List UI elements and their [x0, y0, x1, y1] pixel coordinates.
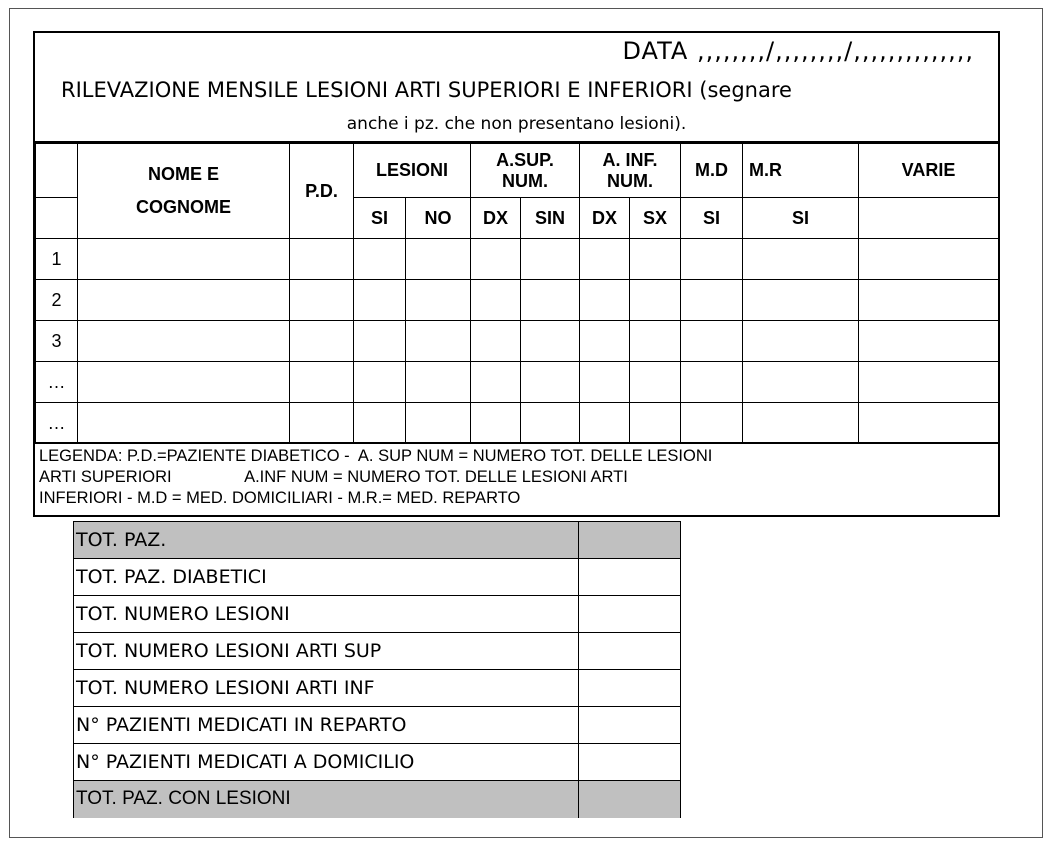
asup-dx-cell[interactable]	[471, 362, 521, 403]
asup-sin-cell[interactable]	[521, 321, 580, 362]
lesioni-si-cell[interactable]	[354, 239, 406, 280]
lesioni-no-header: NO	[406, 198, 471, 239]
varie-cell[interactable]	[859, 280, 999, 321]
md-si-header: SI	[681, 198, 743, 239]
totals-row	[74, 744, 681, 781]
totals-row	[74, 781, 681, 818]
lesioni-si-cell[interactable]	[354, 321, 406, 362]
form-title: RILEVAZIONE MENSILE LESIONI ARTI SUPERIORI E INFERIORI (segnare	[61, 78, 792, 102]
row-number-header	[36, 144, 78, 198]
totals-value[interactable]	[579, 670, 681, 707]
asup-dx-cell[interactable]	[471, 280, 521, 321]
table-row	[36, 321, 999, 362]
asup-sin-cell[interactable]	[521, 280, 580, 321]
row-number: 2	[36, 280, 78, 321]
totals-value[interactable]	[579, 522, 681, 559]
row-number: …	[36, 362, 78, 403]
lesioni-column-header: LESIONI	[354, 144, 471, 198]
legend	[35, 442, 998, 517]
lesioni-si-cell[interactable]	[354, 403, 406, 444]
row-number: …	[36, 403, 78, 444]
table-row	[36, 239, 999, 280]
table-row	[36, 362, 999, 403]
lesion-table	[35, 143, 999, 444]
md-cell[interactable]	[681, 321, 743, 362]
asup-sin-cell[interactable]	[521, 362, 580, 403]
name-cell[interactable]	[78, 403, 290, 444]
mr-si-header: SI	[743, 198, 859, 239]
pd-cell[interactable]	[290, 362, 354, 403]
totals-value[interactable]	[579, 633, 681, 670]
row-number: 3	[36, 321, 78, 362]
name-cell[interactable]	[78, 239, 290, 280]
mr-cell[interactable]	[743, 321, 859, 362]
varie-column-header: VARIE	[859, 144, 999, 198]
totals-row	[74, 633, 681, 670]
asup-sin-cell[interactable]	[521, 403, 580, 444]
ainf-column-header: A. INF. NUM.	[580, 144, 681, 198]
totals-label: TOT. NUMERO LESIONI	[74, 596, 579, 633]
lesioni-no-cell[interactable]	[406, 362, 471, 403]
totals-row	[74, 670, 681, 707]
name-header-line-2: COGNOME	[135, 197, 231, 217]
table-row	[36, 280, 999, 321]
totals-label: N° PAZIENTI MEDICATI A DOMICILIO	[74, 744, 579, 781]
varie-cell[interactable]	[859, 403, 999, 444]
form-subtitle: anche i pz. che non presentano lesioni).	[346, 114, 687, 134]
totals-label: TOT. PAZ. DIABETICI	[74, 559, 579, 596]
row-number-subheader	[36, 198, 78, 239]
varie-cell[interactable]	[859, 239, 999, 280]
name-cell[interactable]	[78, 362, 290, 403]
lesioni-no-cell[interactable]	[406, 403, 471, 444]
form-header	[35, 33, 998, 143]
pd-cell[interactable]	[290, 239, 354, 280]
totals-label: N° PAZIENTI MEDICATI IN REPARTO	[74, 707, 579, 744]
legend-line-1: LEGENDA: P.D.=PAZIENTE DIABETICO - A. SUP NUM = NUMERO TOT. DELLE LESIONI	[39, 447, 713, 465]
mr-column-header: M.R	[743, 144, 859, 198]
totals-row	[74, 522, 681, 559]
md-cell[interactable]	[681, 403, 743, 444]
ainf-dx-cell[interactable]	[580, 362, 630, 403]
legend-line-3: INFERIORI - M.D = MED. DOMICILIARI - M.R.= MED. REPARTO	[39, 489, 521, 507]
pd-cell[interactable]	[290, 403, 354, 444]
totals-row	[74, 707, 681, 744]
md-cell[interactable]	[681, 362, 743, 403]
table-row	[36, 403, 999, 444]
md-column-header: M.D	[681, 144, 743, 198]
ainf-sx-cell[interactable]	[630, 362, 681, 403]
lesioni-no-cell[interactable]	[406, 239, 471, 280]
pd-cell[interactable]	[290, 280, 354, 321]
totals-row	[74, 596, 681, 633]
lesioni-no-cell[interactable]	[406, 280, 471, 321]
row-number: 1	[36, 239, 78, 280]
ainf-dx-cell[interactable]	[580, 321, 630, 362]
asup-dx-cell[interactable]	[471, 403, 521, 444]
md-cell[interactable]	[681, 239, 743, 280]
totals-value[interactable]	[579, 744, 681, 781]
totals-label: TOT. PAZ.	[74, 522, 579, 559]
asup-dx-cell[interactable]	[471, 321, 521, 362]
asup-sin-cell[interactable]	[521, 239, 580, 280]
header-row-1	[36, 144, 999, 198]
lesioni-si-cell[interactable]	[354, 280, 406, 321]
totals-row	[74, 559, 681, 596]
ainf-sx-cell[interactable]	[630, 239, 681, 280]
name-header-line-1: NOME E	[147, 164, 219, 184]
ainf-dx-cell[interactable]	[580, 403, 630, 444]
mr-cell[interactable]	[743, 280, 859, 321]
ainf-dx-cell[interactable]	[580, 280, 630, 321]
ainf-sx-cell[interactable]	[630, 403, 681, 444]
varie-cell[interactable]	[859, 362, 999, 403]
asup-column-header: A.SUP. NUM.	[471, 144, 580, 198]
date-field[interactable]: DATA ,,,,,,,,/,,,,,,,,/,,,,,,,,,,,,,,	[622, 37, 974, 65]
name-cell[interactable]	[78, 280, 290, 321]
ainf-sx-cell[interactable]	[630, 321, 681, 362]
varie-subheader	[859, 198, 999, 239]
pd-cell[interactable]	[290, 321, 354, 362]
asup-sin-header: SIN	[521, 198, 580, 239]
md-cell[interactable]	[681, 280, 743, 321]
ainf-dx-header: DX	[580, 198, 630, 239]
mr-cell[interactable]	[743, 362, 859, 403]
asup-dx-header: DX	[471, 198, 521, 239]
totals-label: TOT. NUMERO LESIONI ARTI SUP	[74, 633, 579, 670]
lesioni-si-cell[interactable]	[354, 362, 406, 403]
ainf-dx-cell[interactable]	[580, 239, 630, 280]
name-cell[interactable]	[78, 321, 290, 362]
asup-dx-cell[interactable]	[471, 239, 521, 280]
totals-value[interactable]	[579, 559, 681, 596]
legend-line-2: ARTI SUPERIORI A.INF NUM = NUMERO TOT. DELLE LESIONI ARTI	[39, 468, 628, 486]
totals-value[interactable]	[579, 781, 681, 818]
ainf-sx-cell[interactable]	[630, 280, 681, 321]
mr-cell[interactable]	[743, 403, 859, 444]
totals-value[interactable]	[579, 596, 681, 633]
ainf-sx-header: SX	[630, 198, 681, 239]
varie-cell[interactable]	[859, 321, 999, 362]
totals-table	[73, 521, 681, 818]
totals-value[interactable]	[579, 707, 681, 744]
name-column-header	[78, 144, 290, 239]
lesioni-no-cell[interactable]	[406, 321, 471, 362]
totals-label: TOT. NUMERO LESIONI ARTI INF	[74, 670, 579, 707]
mr-cell[interactable]	[743, 239, 859, 280]
monthly-lesion-form	[33, 31, 1000, 517]
pd-column-header: P.D.	[290, 144, 354, 239]
totals-label: TOT. PAZ. CON LESIONI	[74, 781, 579, 818]
lesioni-si-header: SI	[354, 198, 406, 239]
